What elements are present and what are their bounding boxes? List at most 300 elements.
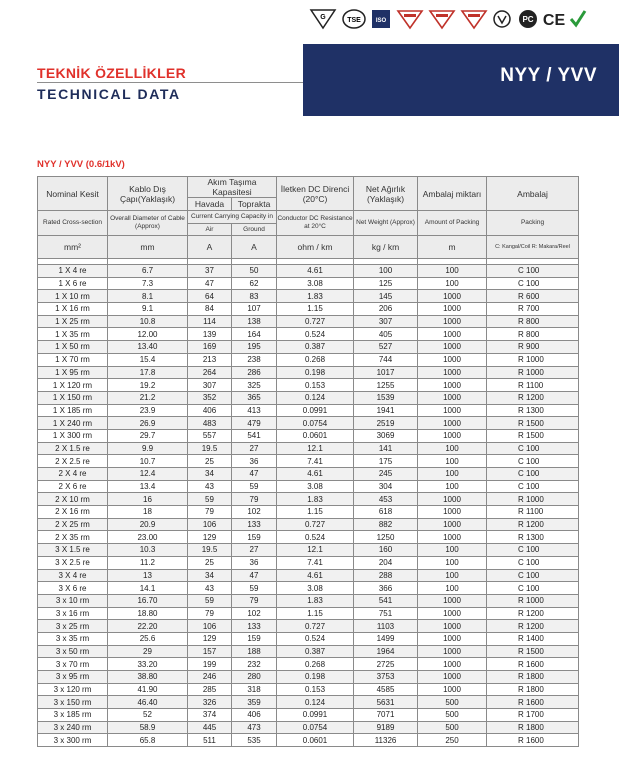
triangle-mark-icon xyxy=(396,7,424,31)
cell-resistance: 4.61 xyxy=(277,468,354,481)
cell-weight: 541 xyxy=(354,594,418,607)
header-en-section: Rated Cross-section xyxy=(38,211,108,236)
cell-weight: 4585 xyxy=(354,683,418,696)
cell-section: 1 X 25 rm xyxy=(38,315,108,328)
cell-ground: 47 xyxy=(232,468,277,481)
table-row xyxy=(38,442,579,455)
cell-resistance: 3.08 xyxy=(277,277,354,290)
cell-amount: 1000 xyxy=(418,379,487,392)
cell-diameter: 41.90 xyxy=(108,683,188,696)
cell-diameter: 15.4 xyxy=(108,353,188,366)
cell-air: 37 xyxy=(188,265,232,278)
table-row xyxy=(38,709,579,722)
header-weight: Net Ağırlık (Yaklaşık) xyxy=(354,177,418,211)
table-row xyxy=(38,518,579,531)
cell-resistance: 0.198 xyxy=(277,671,354,684)
cell-air: 59 xyxy=(188,493,232,506)
cell-weight: 307 xyxy=(354,315,418,328)
table-row xyxy=(38,366,579,379)
cell-weight: 141 xyxy=(354,442,418,455)
cell-weight: 1255 xyxy=(354,379,418,392)
header-air: Havada xyxy=(188,198,232,211)
table-row xyxy=(38,582,579,595)
table-row xyxy=(38,594,579,607)
cell-section: 2 X 35 rm xyxy=(38,531,108,544)
cell-amount: 100 xyxy=(418,277,487,290)
cell-amount: 1000 xyxy=(418,303,487,316)
table-row xyxy=(38,683,579,696)
cell-weight: 206 xyxy=(354,303,418,316)
cell-packing: R 1200 xyxy=(487,620,579,633)
cell-packing: R 900 xyxy=(487,341,579,354)
cell-weight: 245 xyxy=(354,468,418,481)
g-mark-label: G xyxy=(320,14,326,21)
cell-diameter: 58.9 xyxy=(108,721,188,734)
cell-packing: R 600 xyxy=(487,290,579,303)
cell-section: 1 X 4 re xyxy=(38,265,108,278)
cell-packing: R 1600 xyxy=(487,696,579,709)
cell-weight: 751 xyxy=(354,607,418,620)
cell-amount: 1000 xyxy=(418,391,487,404)
cell-diameter: 23.9 xyxy=(108,404,188,417)
cell-packing: R 1400 xyxy=(487,632,579,645)
table-row xyxy=(38,569,579,582)
ce-mark-label: CE xyxy=(542,12,565,29)
cell-air: 352 xyxy=(188,391,232,404)
cell-amount: 1000 xyxy=(418,506,487,519)
cell-section: 2 X 25 rm xyxy=(38,518,108,531)
cell-amount: 1000 xyxy=(418,328,487,341)
cell-resistance: 1.83 xyxy=(277,493,354,506)
cell-section: 3 x 50 rm xyxy=(38,645,108,658)
cell-weight: 1103 xyxy=(354,620,418,633)
cell-ground: 406 xyxy=(232,709,277,722)
cell-amount: 1000 xyxy=(418,290,487,303)
cell-packing: R 800 xyxy=(487,315,579,328)
header-en-diameter: Overall Diameter of Cable (Approx) xyxy=(108,211,188,236)
cell-section: 1 X 240 rm xyxy=(38,417,108,430)
cell-diameter: 14.1 xyxy=(108,582,188,595)
cell-section: 3 x 25 rm xyxy=(38,620,108,633)
cell-ground: 325 xyxy=(232,379,277,392)
cell-diameter: 21.2 xyxy=(108,391,188,404)
header-en-current: Current Carrying Capacity in xyxy=(188,211,277,224)
cell-packing: R 1200 xyxy=(487,518,579,531)
cell-ground: 27 xyxy=(232,442,277,455)
cell-section: 3 x 16 rm xyxy=(38,607,108,620)
unit-packing: C: Kangal/Coil R: Makara/Reel xyxy=(487,236,579,259)
cell-packing: R 1800 xyxy=(487,683,579,696)
cell-ground: 79 xyxy=(232,594,277,607)
cell-ground: 27 xyxy=(232,544,277,557)
cell-amount: 1000 xyxy=(418,620,487,633)
cell-weight: 5631 xyxy=(354,696,418,709)
cell-resistance: 0.0991 xyxy=(277,709,354,722)
cell-diameter: 29 xyxy=(108,645,188,658)
table-row xyxy=(38,531,579,544)
header-en-resistance: Conductor DC Resistance at 20°C xyxy=(277,211,354,236)
cell-amount: 100 xyxy=(418,468,487,481)
cell-air: 79 xyxy=(188,607,232,620)
cell-resistance: 0.387 xyxy=(277,341,354,354)
cell-diameter: 52 xyxy=(108,709,188,722)
cell-weight: 744 xyxy=(354,353,418,366)
table-row xyxy=(38,315,579,328)
cell-diameter: 7.3 xyxy=(108,277,188,290)
cell-ground: 133 xyxy=(232,620,277,633)
cell-weight: 405 xyxy=(354,328,418,341)
cell-packing: R 1800 xyxy=(487,721,579,734)
cell-diameter: 9.1 xyxy=(108,303,188,316)
cell-resistance: 1.15 xyxy=(277,607,354,620)
cell-weight: 175 xyxy=(354,455,418,468)
cell-packing: R 1500 xyxy=(487,417,579,430)
cell-resistance: 1.15 xyxy=(277,506,354,519)
cell-packing: R 1100 xyxy=(487,379,579,392)
cell-amount: 100 xyxy=(418,582,487,595)
unit-weight: kg / km xyxy=(354,236,418,259)
cell-amount: 500 xyxy=(418,696,487,709)
cell-weight: 11326 xyxy=(354,734,418,747)
cell-diameter: 16.70 xyxy=(108,594,188,607)
header-diameter: Kablo Dış Çapı(Yaklaşık) xyxy=(108,177,188,211)
cell-amount: 1000 xyxy=(418,404,487,417)
cell-air: 25 xyxy=(188,556,232,569)
cell-resistance: 0.0754 xyxy=(277,721,354,734)
cell-air: 47 xyxy=(188,277,232,290)
cell-air: 557 xyxy=(188,429,232,442)
table-row xyxy=(38,391,579,404)
cell-section: 1 X 6 re xyxy=(38,277,108,290)
cell-amount: 100 xyxy=(418,544,487,557)
cell-ground: 79 xyxy=(232,493,277,506)
cell-diameter: 11.2 xyxy=(108,556,188,569)
table-row xyxy=(38,734,579,747)
cell-diameter: 13 xyxy=(108,569,188,582)
cell-section: 3 x 95 rm xyxy=(38,671,108,684)
table-row xyxy=(38,556,579,569)
cell-ground: 62 xyxy=(232,277,277,290)
table-row xyxy=(38,429,579,442)
header-en-weight: Net Weight (Approx) xyxy=(354,211,418,236)
table-row xyxy=(38,721,579,734)
cell-air: 406 xyxy=(188,404,232,417)
cell-packing: R 800 xyxy=(487,328,579,341)
table-row xyxy=(38,341,579,354)
cell-air: 264 xyxy=(188,366,232,379)
cell-diameter: 23.00 xyxy=(108,531,188,544)
cell-packing: C 100 xyxy=(487,556,579,569)
table-row xyxy=(38,303,579,316)
cell-weight: 366 xyxy=(354,582,418,595)
table-row xyxy=(38,645,579,658)
cell-section: 3 x 150 rm xyxy=(38,696,108,709)
cell-section: 2 X 6 re xyxy=(38,480,108,493)
table-row xyxy=(38,265,579,278)
cell-section: 3 x 35 rm xyxy=(38,632,108,645)
table-row xyxy=(38,455,579,468)
cell-air: 34 xyxy=(188,468,232,481)
cell-amount: 1000 xyxy=(418,341,487,354)
table-row xyxy=(38,379,579,392)
header-en-amount: Amount of Packing xyxy=(418,211,487,236)
cell-resistance: 1.83 xyxy=(277,594,354,607)
cell-resistance: 0.124 xyxy=(277,696,354,709)
cell-air: 374 xyxy=(188,709,232,722)
cell-resistance: 0.524 xyxy=(277,328,354,341)
cell-resistance: 0.0991 xyxy=(277,404,354,417)
cell-resistance: 0.0601 xyxy=(277,734,354,747)
table-row xyxy=(38,671,579,684)
cell-packing: C 100 xyxy=(487,277,579,290)
unit-amount: m xyxy=(418,236,487,259)
unit-air: A xyxy=(188,236,232,259)
cell-weight: 304 xyxy=(354,480,418,493)
cell-amount: 1000 xyxy=(418,353,487,366)
g-mark-icon xyxy=(309,7,337,31)
cell-section: 1 X 120 rm xyxy=(38,379,108,392)
cell-section: 3 x 70 rm xyxy=(38,658,108,671)
cell-resistance: 0.727 xyxy=(277,620,354,633)
cell-weight: 204 xyxy=(354,556,418,569)
cell-amount: 1000 xyxy=(418,417,487,430)
cell-packing: R 1000 xyxy=(487,353,579,366)
cell-ground: 280 xyxy=(232,671,277,684)
cell-air: 139 xyxy=(188,328,232,341)
cell-section: 2 X 1.5 re xyxy=(38,442,108,455)
cell-packing: R 1200 xyxy=(487,607,579,620)
table-row xyxy=(38,506,579,519)
cell-air: 307 xyxy=(188,379,232,392)
title-divider xyxy=(37,82,305,83)
cell-section: 3 X 1.5 re xyxy=(38,544,108,557)
cell-resistance: 3.08 xyxy=(277,480,354,493)
cell-weight: 1539 xyxy=(354,391,418,404)
cell-ground: 286 xyxy=(232,366,277,379)
iso-mark-icon xyxy=(371,7,391,31)
cell-air: 511 xyxy=(188,734,232,747)
cell-amount: 1000 xyxy=(418,683,487,696)
cell-resistance: 0.727 xyxy=(277,315,354,328)
cell-amount: 1000 xyxy=(418,632,487,645)
table-row xyxy=(38,607,579,620)
cell-amount: 500 xyxy=(418,709,487,722)
cell-resistance: 0.153 xyxy=(277,683,354,696)
tse-mark-icon xyxy=(341,7,367,31)
cell-section: 1 X 150 rm xyxy=(38,391,108,404)
cell-air: 285 xyxy=(188,683,232,696)
cell-ground: 59 xyxy=(232,480,277,493)
cell-section: 1 X 185 rm xyxy=(38,404,108,417)
cell-packing: R 700 xyxy=(487,303,579,316)
triangle-mark-icon xyxy=(428,7,456,31)
cell-resistance: 1.15 xyxy=(277,303,354,316)
cell-amount: 100 xyxy=(418,455,487,468)
cell-weight: 1964 xyxy=(354,645,418,658)
cell-air: 169 xyxy=(188,341,232,354)
table-body xyxy=(38,265,579,747)
cell-ground: 83 xyxy=(232,290,277,303)
cell-amount: 1000 xyxy=(418,366,487,379)
cell-amount: 1000 xyxy=(418,429,487,442)
table-row xyxy=(38,620,579,633)
cell-weight: 3753 xyxy=(354,671,418,684)
title-turkish: TEKNİK ÖZELLİKLER xyxy=(37,65,186,81)
cell-amount: 1000 xyxy=(418,607,487,620)
cell-air: 246 xyxy=(188,671,232,684)
table-row xyxy=(38,480,579,493)
header-resistance: İletken DC Direnci (20°C) xyxy=(277,177,354,211)
cell-packing: R 1600 xyxy=(487,734,579,747)
cell-packing: C 100 xyxy=(487,569,579,582)
table-row xyxy=(38,417,579,430)
cell-packing: R 1300 xyxy=(487,404,579,417)
cell-ground: 195 xyxy=(232,341,277,354)
cell-amount: 100 xyxy=(418,442,487,455)
header-current: Akım Taşıma Kapasitesi xyxy=(188,177,277,198)
cell-resistance: 0.387 xyxy=(277,645,354,658)
cell-weight: 9189 xyxy=(354,721,418,734)
cell-ground: 541 xyxy=(232,429,277,442)
cell-resistance: 12.1 xyxy=(277,442,354,455)
cell-section: 1 X 300 rm xyxy=(38,429,108,442)
table-row xyxy=(38,328,579,341)
cell-ground: 473 xyxy=(232,721,277,734)
table-row xyxy=(38,404,579,417)
cell-section: 3 x 300 rm xyxy=(38,734,108,747)
unit-ground: A xyxy=(232,236,277,259)
cell-resistance: 0.198 xyxy=(277,366,354,379)
cell-section: 2 X 16 rm xyxy=(38,506,108,519)
cell-resistance: 1.83 xyxy=(277,290,354,303)
cell-packing: R 1600 xyxy=(487,658,579,671)
cell-amount: 1000 xyxy=(418,671,487,684)
cell-ground: 535 xyxy=(232,734,277,747)
cell-section: 2 X 10 rm xyxy=(38,493,108,506)
cell-diameter: 12.4 xyxy=(108,468,188,481)
cell-section: 1 X 95 rm xyxy=(38,366,108,379)
cell-diameter: 10.7 xyxy=(108,455,188,468)
cell-weight: 7071 xyxy=(354,709,418,722)
triangle-mark-icon xyxy=(460,7,488,31)
cell-section: 3 x 185 rm xyxy=(38,709,108,722)
cell-resistance: 0.268 xyxy=(277,353,354,366)
cell-air: 84 xyxy=(188,303,232,316)
cell-diameter: 46.40 xyxy=(108,696,188,709)
table-row xyxy=(38,658,579,671)
cell-section: 3 x 10 rm xyxy=(38,594,108,607)
cell-air: 445 xyxy=(188,721,232,734)
table-row xyxy=(38,493,579,506)
cell-ground: 138 xyxy=(232,315,277,328)
cell-weight: 1499 xyxy=(354,632,418,645)
cell-weight: 618 xyxy=(354,506,418,519)
cell-resistance: 0.153 xyxy=(277,379,354,392)
header-en-packing: Packing xyxy=(487,211,579,236)
product-code: NYY / YVV xyxy=(500,65,597,86)
cell-section: 3 X 4 re xyxy=(38,569,108,582)
cell-resistance: 7.41 xyxy=(277,455,354,468)
cell-diameter: 33.20 xyxy=(108,658,188,671)
cell-resistance: 12.1 xyxy=(277,544,354,557)
pc-mark-label: PC xyxy=(521,15,534,24)
cell-weight: 100 xyxy=(354,265,418,278)
ce-mark-icon xyxy=(543,7,565,31)
cell-diameter: 16 xyxy=(108,493,188,506)
cell-resistance: 4.61 xyxy=(277,265,354,278)
cell-amount: 250 xyxy=(418,734,487,747)
cell-diameter: 9.9 xyxy=(108,442,188,455)
cell-ground: 413 xyxy=(232,404,277,417)
cell-ground: 133 xyxy=(232,518,277,531)
cell-diameter: 26.9 xyxy=(108,417,188,430)
cell-diameter: 12.00 xyxy=(108,328,188,341)
cell-weight: 527 xyxy=(354,341,418,354)
section-subtitle: NYY / YVV (0.6/1kV) xyxy=(37,159,125,170)
cell-weight: 145 xyxy=(354,290,418,303)
cell-weight: 2519 xyxy=(354,417,418,430)
cell-air: 129 xyxy=(188,632,232,645)
cell-ground: 159 xyxy=(232,632,277,645)
cell-ground: 107 xyxy=(232,303,277,316)
cell-amount: 100 xyxy=(418,556,487,569)
cell-weight: 1250 xyxy=(354,531,418,544)
cell-packing: C 100 xyxy=(487,480,579,493)
cell-packing: R 1500 xyxy=(487,645,579,658)
cell-packing: C 100 xyxy=(487,455,579,468)
cell-amount: 1000 xyxy=(418,518,487,531)
header-titles xyxy=(0,0,305,120)
cell-amount: 100 xyxy=(418,265,487,278)
cell-resistance: 0.727 xyxy=(277,518,354,531)
cell-amount: 1000 xyxy=(418,594,487,607)
cell-amount: 100 xyxy=(418,569,487,582)
cell-ground: 47 xyxy=(232,569,277,582)
cell-packing: R 1000 xyxy=(487,594,579,607)
cell-diameter: 13.40 xyxy=(108,341,188,354)
cell-diameter: 8.1 xyxy=(108,290,188,303)
table-row xyxy=(38,277,579,290)
table-row xyxy=(38,353,579,366)
cell-packing: C 100 xyxy=(487,544,579,557)
cell-ground: 50 xyxy=(232,265,277,278)
cell-diameter: 18.80 xyxy=(108,607,188,620)
table-row xyxy=(38,468,579,481)
cell-weight: 453 xyxy=(354,493,418,506)
cell-air: 19.5 xyxy=(188,544,232,557)
cell-air: 326 xyxy=(188,696,232,709)
cell-air: 64 xyxy=(188,290,232,303)
cell-diameter: 13.4 xyxy=(108,480,188,493)
cell-resistance: 0.524 xyxy=(277,632,354,645)
cell-amount: 1000 xyxy=(418,315,487,328)
check-mark-icon xyxy=(569,7,587,31)
header-ground: Toprakta xyxy=(232,198,277,211)
cell-section: 1 X 10 rm xyxy=(38,290,108,303)
cell-resistance: 0.524 xyxy=(277,531,354,544)
table-row xyxy=(38,632,579,645)
cell-resistance: 3.08 xyxy=(277,582,354,595)
cell-air: 114 xyxy=(188,315,232,328)
cell-air: 19.5 xyxy=(188,442,232,455)
cell-ground: 102 xyxy=(232,506,277,519)
cell-section: 3 x 120 rm xyxy=(38,683,108,696)
cell-ground: 238 xyxy=(232,353,277,366)
cell-air: 79 xyxy=(188,506,232,519)
cell-packing: R 1300 xyxy=(487,531,579,544)
table-row xyxy=(38,290,579,303)
cell-diameter: 65.8 xyxy=(108,734,188,747)
